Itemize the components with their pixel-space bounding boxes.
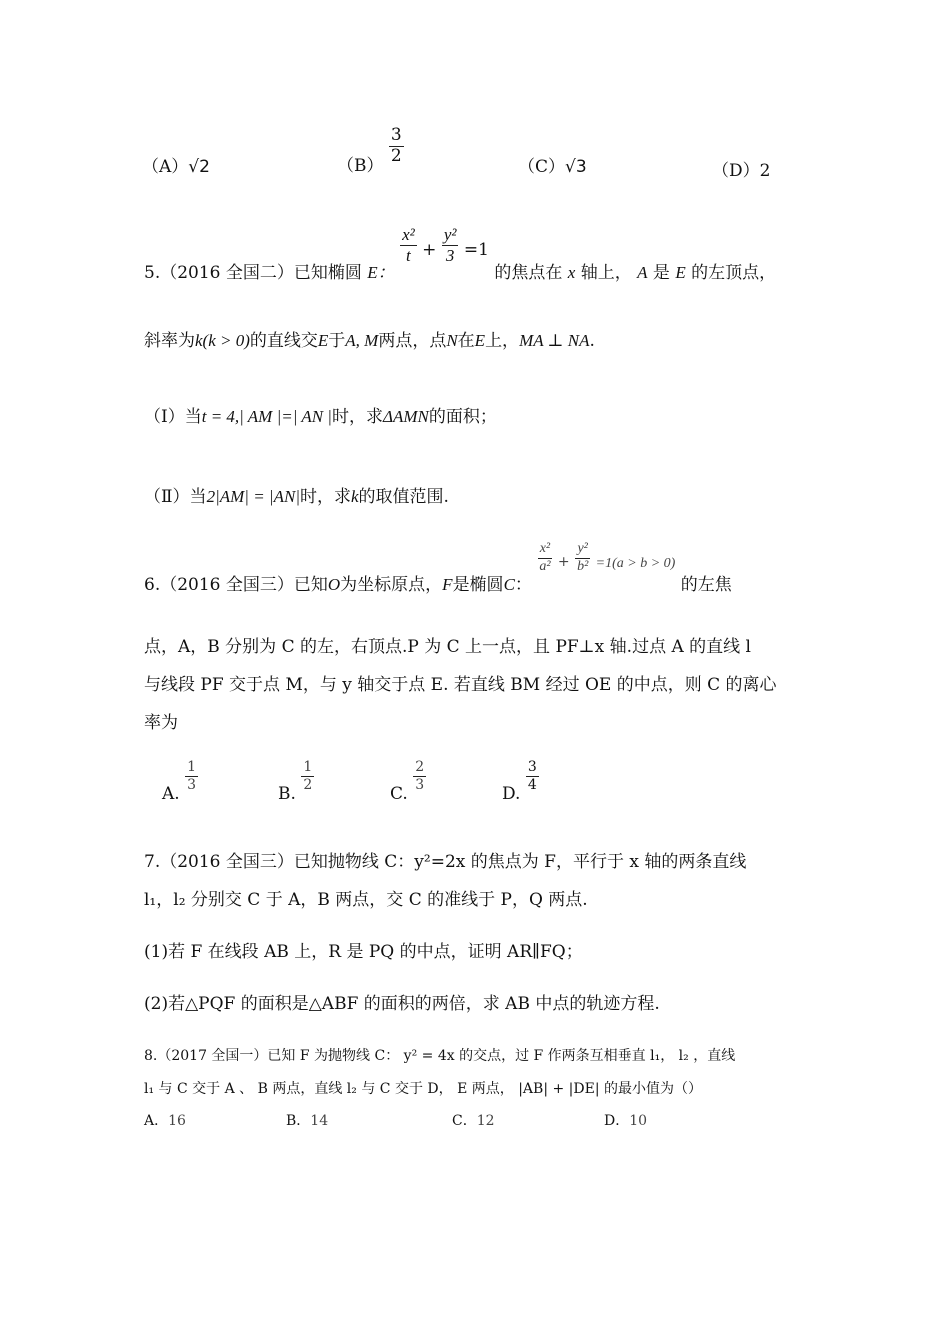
q5-line-1 [144,226,776,283]
text: 的左焦 [680,575,732,595]
part-label: （Ⅰ）当 [144,407,202,427]
text: 上， [485,331,520,351]
option-fraction [526,760,539,792]
text: ： [514,575,532,595]
option-value: √2 [188,157,210,177]
ellipse-name: E： [367,263,395,282]
q7-part-2: (2)若△PQF 的面积是△ABF 的面积的两倍，求 AB 中点的轨迹方程. [144,994,660,1014]
q8-option-d [604,1110,647,1130]
k-expression: k(k > 0) [195,331,250,350]
fraction-numerator: x² [402,225,415,244]
q6-line-2: 点，A，B 分别为 C 的左，右顶点.P 为 C 上一点，且 PF⊥x 轴.过点 A 的直线 l [144,637,751,657]
ellipse-fraction-y [575,542,590,574]
var-f: F [442,575,453,594]
ellipse-fraction-y [442,226,459,265]
fraction-denominator: b² [577,558,589,574]
option-label: C． [452,1113,477,1129]
option-value: 12 [476,1113,495,1129]
option-label: （B） [337,156,384,176]
q4-option-b [337,127,404,176]
var-e: E [474,331,486,350]
q5-line-2 [144,326,595,351]
var-e: E [317,331,329,350]
fraction-denominator: 2 [390,145,402,166]
q6-option-c [390,760,426,804]
q8-option-a [144,1110,186,1130]
fraction-numerator: y² [443,225,457,244]
text: 的面积； [428,407,497,427]
fraction-denominator: 3 [415,776,425,793]
fraction-denominator: 4 [527,776,537,793]
text: . [589,331,595,351]
question-prefix: 5.（2016 全国二）已知椭圆 [144,263,362,283]
option-label: D． [604,1113,630,1129]
question-prefix: 6.（2016 全国三）已知 [144,575,328,595]
option-label: D. [502,784,521,804]
triangle-expression: ΔAMN [382,407,429,426]
fraction-numerator: y² [575,542,589,559]
q5-part-2 [144,482,449,507]
q6-option-d [502,760,539,804]
var-c: C [503,575,515,594]
option-label: A． [144,1113,169,1129]
fraction-numerator: 3 [527,759,537,775]
perpendicular-expression: MA ⊥ NA [519,331,590,350]
q6-line-1 [144,542,732,595]
part-label: （Ⅱ）当 [144,487,207,507]
fraction-numerator: x² [538,542,552,559]
option-label: B. [278,784,296,804]
q4-option-c [518,152,587,177]
q6-line-3: 与线段 PF 交于点 M，与 y 轴交于点 E. 若直线 BM 经过 OE 的中点，则 C 的离心 [144,675,777,695]
ellipse-fraction-x [537,542,552,574]
var-e: E [675,263,686,282]
q7-line-1: 7.（2016 全国三）已知抛物线 C：y²=2x 的焦点为 F，平行于 x 轴的两条直线 [144,852,747,872]
option-label: （D） [712,161,760,181]
q7-line-2: l₁，l₂ 分别交 C 于 A，B 两点，交 C 的准线于 P，Q 两点. [144,890,588,910]
fraction-denominator: 3 [445,245,455,265]
text: 是椭圆 [452,575,504,595]
var-a: A [637,263,648,282]
fraction-numerator: 2 [415,759,425,775]
option-value: 16 [168,1113,186,1129]
text: 时，求 [331,407,383,427]
equals-one: =1 [463,240,489,260]
var-o: O [327,575,341,594]
text: 两点，点 [378,331,447,351]
q8-line-2: l₁ 与 C 交于 A 、 B 两点，直线 l₂ 与 C 交于 D， E 两点， |AB| + |DE| 的最小值为（） [144,1081,702,1097]
q8-option-c [452,1110,495,1130]
option-label: （C） [518,157,566,177]
fraction-numerator: 1 [187,759,197,775]
plus-sign: + [422,240,437,260]
q8-line-1: 8.（2017 全国一）已知 F 为抛物线 C： y² = 4x 的交点，过 F 作两条互相垂直 l₁， l₂ ，直线 [144,1048,736,1064]
fraction-numerator: 1 [303,759,313,775]
fraction-denominator: t [406,245,411,265]
q4-option-a [142,152,210,177]
points-am: A, M [345,331,379,350]
q6-option-b [278,760,314,804]
option-value: 14 [310,1113,329,1129]
text: 的焦点在 [494,263,563,283]
q8-option-b [286,1110,328,1130]
text: 为坐标原点， [340,575,443,595]
condition-expression: 2|AM| = |AN| [206,487,300,506]
fraction-numerator: 3 [390,125,402,145]
q7-part-1: (1)若 F 在线段 AB 上，R 是 PQ 的中点，证明 AR∥FQ； [144,942,583,962]
option-fraction [389,127,404,166]
text: 于 [328,331,346,351]
text: 是 [652,263,670,283]
fraction-denominator: a² [539,558,551,574]
option-fraction [185,760,198,792]
q6-option-a [162,760,198,804]
fraction-denominator: 3 [187,776,197,793]
text: 时，求 [300,487,351,507]
text: 斜率为 [144,331,195,351]
text: 的左顶点， [691,263,777,283]
q5-part-1 [144,402,497,427]
plus-sign: + [557,554,570,570]
var-k: k [351,487,359,506]
ellipse-fraction-x [400,226,417,265]
option-label: A. [162,784,180,804]
option-label: C. [390,784,408,804]
ellipse-condition: =1(a > b > 0) [595,556,676,571]
q4-option-d [712,156,770,181]
option-value: 10 [629,1113,648,1129]
q6-line-4: 率为 [144,713,178,733]
condition-expression: t = 4,| AM |=| AN | [201,407,332,426]
text: 的取值范围. [358,487,449,507]
text: 轴上， [580,263,632,283]
option-value: 2 [759,161,771,181]
option-label: （A） [142,157,189,177]
option-fraction [301,760,314,792]
var-x: x [567,263,576,282]
option-label: B． [286,1113,311,1129]
option-fraction [413,760,426,792]
fraction-denominator: 2 [303,776,313,793]
text: 的直线交 [249,331,318,351]
var-n: N [446,331,458,350]
option-value: √3 [565,157,587,177]
text: 在 [457,331,475,351]
